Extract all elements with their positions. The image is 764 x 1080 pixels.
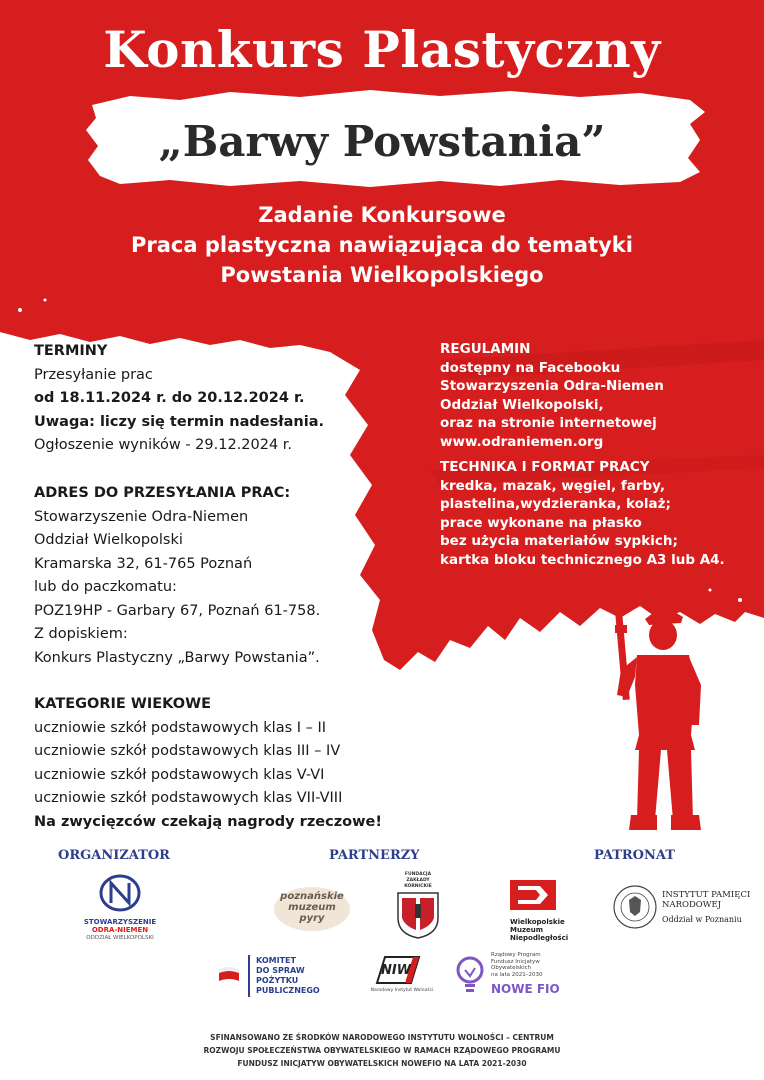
category-item: uczniowie szkół podstawowych klas I – II — [34, 719, 327, 736]
ipn-logo — [612, 884, 762, 936]
footer-line: SFINANSOWANO ZE ŚRODKÓW NARODOWEGO INSTYTUTU WOLNOŚCI – CENTRUM — [210, 1033, 554, 1042]
niw-subtitle: Narodowy Instytut Wolności — [370, 988, 434, 993]
terms-heading: TERMINY — [34, 343, 108, 359]
terms-line: Przesyłanie prac — [34, 366, 153, 383]
komitet-text — [256, 956, 320, 996]
muzeum-pyry-text: poznańskie muzeum pyry — [280, 891, 344, 924]
funding-footer — [0, 1031, 764, 1070]
task-line-3: Powstania Wielkopolskiego — [220, 263, 544, 287]
wmn-logo — [510, 880, 590, 942]
wmn-icon — [510, 880, 556, 910]
terms-section — [34, 340, 324, 458]
soldier-silhouette — [595, 585, 705, 835]
niw-text: NIW — [381, 963, 412, 978]
technique-section — [440, 458, 725, 569]
category-item: uczniowie szkół podstawowych klas V-VI — [34, 766, 325, 783]
task-line-2: Praca plastyczna nawiązująca do tematyki — [131, 233, 633, 257]
terms-note: Uwaga: liczy się termin nadesłania. — [34, 413, 324, 430]
footer-line: FUNDUSZ INICJATYW OBYWATELSKICH NOWEFIO NA LATA 2021-2030 — [237, 1059, 527, 1068]
category-item: uczniowie szkół podstawowych klas VII-VIII — [34, 790, 343, 806]
ipn-line: NARODOWEJ — [662, 900, 722, 910]
ipn-seal-icon — [612, 884, 658, 930]
address-line: Stowarzyszenie Odra-Niemen — [34, 508, 249, 525]
terms-results: Ogłoszenie wyników - 29.12.2024 r. — [34, 437, 293, 453]
ipn-line: Oddział w Poznaniu — [662, 915, 742, 924]
nowe-fio-logo — [455, 952, 565, 1000]
categories-section — [34, 693, 382, 834]
technique-heading: TECHNIKA I FORMAT PRACY — [440, 459, 650, 475]
rules-section — [440, 340, 664, 451]
komitet-logo — [218, 955, 338, 1000]
fio-name: NOWE FIO — [491, 982, 560, 996]
ipn-line: INSTYTUT PAMIĘCI — [662, 890, 751, 900]
address-heading: ADRES DO PRZESYŁANIA PRAC: — [34, 485, 291, 501]
odra-line: ODDZIAŁ WIELKOPOLSKI — [86, 935, 154, 941]
rules-line: Oddział Wielkopolski, — [440, 396, 604, 413]
technique-line: bez użycia materiałów sypkich; — [440, 533, 678, 549]
wmn-line: Wielkopolskie — [510, 918, 565, 926]
technique-line: plastelina,wydzieranka, kolaż; — [440, 496, 671, 512]
fio-line: Obywatelskich — [491, 965, 532, 971]
address-line: Konkurs Plastyczny „Barwy Powstania”. — [34, 649, 320, 666]
category-item: uczniowie szkół podstawowych klas III – IV — [34, 743, 341, 759]
komitet-line: KOMITET — [256, 956, 296, 965]
technique-line: kredka, mazak, węgiel, farby, — [440, 477, 666, 494]
lightbulb-icon — [455, 956, 485, 996]
muzeum-pyry-logo — [272, 883, 352, 933]
address-section — [34, 482, 320, 670]
komitet-line: DO SPRAW — [256, 966, 305, 975]
rules-line: dostępny na Facebooku — [440, 359, 621, 376]
address-line: Z dopiskiem: — [34, 626, 128, 642]
rules-line: oraz na stronie internetowej — [440, 415, 657, 431]
address-line: lub do paczkomatu: — [34, 579, 177, 595]
fio-line: na lata 2021–2030 — [491, 971, 543, 978]
title-line-1: Konkurs Plastyczny — [103, 20, 661, 79]
title-line-2: „Barwy Powstania” — [158, 117, 606, 166]
task-heading: Zadanie Konkursowe — [258, 203, 506, 227]
rules-website: www.odraniemen.org — [440, 433, 604, 450]
odra-niemen-icon — [97, 873, 143, 913]
terms-dates: od 18.11.2024 r. do 20.12.2024 r. — [34, 390, 305, 406]
fio-text — [491, 952, 543, 978]
fio-line: Fundusz Inicjatyw — [491, 958, 540, 965]
rules-line: Stowarzyszenia Odra-Niemen — [440, 378, 664, 394]
patron-heading: PATRONAT — [594, 848, 675, 863]
komitet-line: PUBLICZNEGO — [256, 986, 320, 995]
niw-logo — [367, 955, 437, 1000]
address-line: Kramarska 32, 61-765 Poznań — [34, 555, 253, 572]
odra-line: STOWARZYSZENIE — [83, 918, 157, 926]
fundacja-logo — [393, 872, 443, 945]
technique-line: kartka bloku technicznego A3 lub A4. — [440, 551, 725, 568]
rules-heading: REGULAMIN — [440, 341, 531, 357]
wmn-line: Muzeum — [510, 926, 544, 934]
categories-heading: KATEGORIE WIEKOWE — [34, 696, 211, 712]
odra-niemen-logo — [65, 873, 175, 943]
technique-line: prace wykonane na płasko — [440, 514, 642, 531]
coat-of-arms-icon — [395, 890, 441, 940]
prize-note: Na zwycięzców czekają nagrody rzeczowe! — [34, 813, 382, 830]
fio-line: Rządowy Program — [491, 952, 541, 958]
polish-flag-icon — [218, 967, 240, 983]
partners-heading: PARTNERZY — [329, 848, 420, 863]
komitet-line: POŻYTKU — [256, 976, 299, 985]
fundacja-text: FUNDACJA ZAKŁADY KÓRNICKIE — [404, 872, 432, 889]
organizer-heading: ORGANIZATOR — [58, 848, 170, 863]
address-line: POZ19HP - Garbary 67, Poznań 61-758. — [34, 602, 321, 619]
odra-line: ODRA-NIEMEN — [91, 926, 149, 934]
address-line: Oddział Wielkopolski — [34, 532, 183, 548]
footer-line: ROZWOJU SPOŁECZEŃSTWA OBYWATELSKIEGO W RAMACH RZĄDOWEGO PROGRAMU — [203, 1046, 561, 1055]
wmn-line: Niepodległości — [510, 934, 569, 942]
